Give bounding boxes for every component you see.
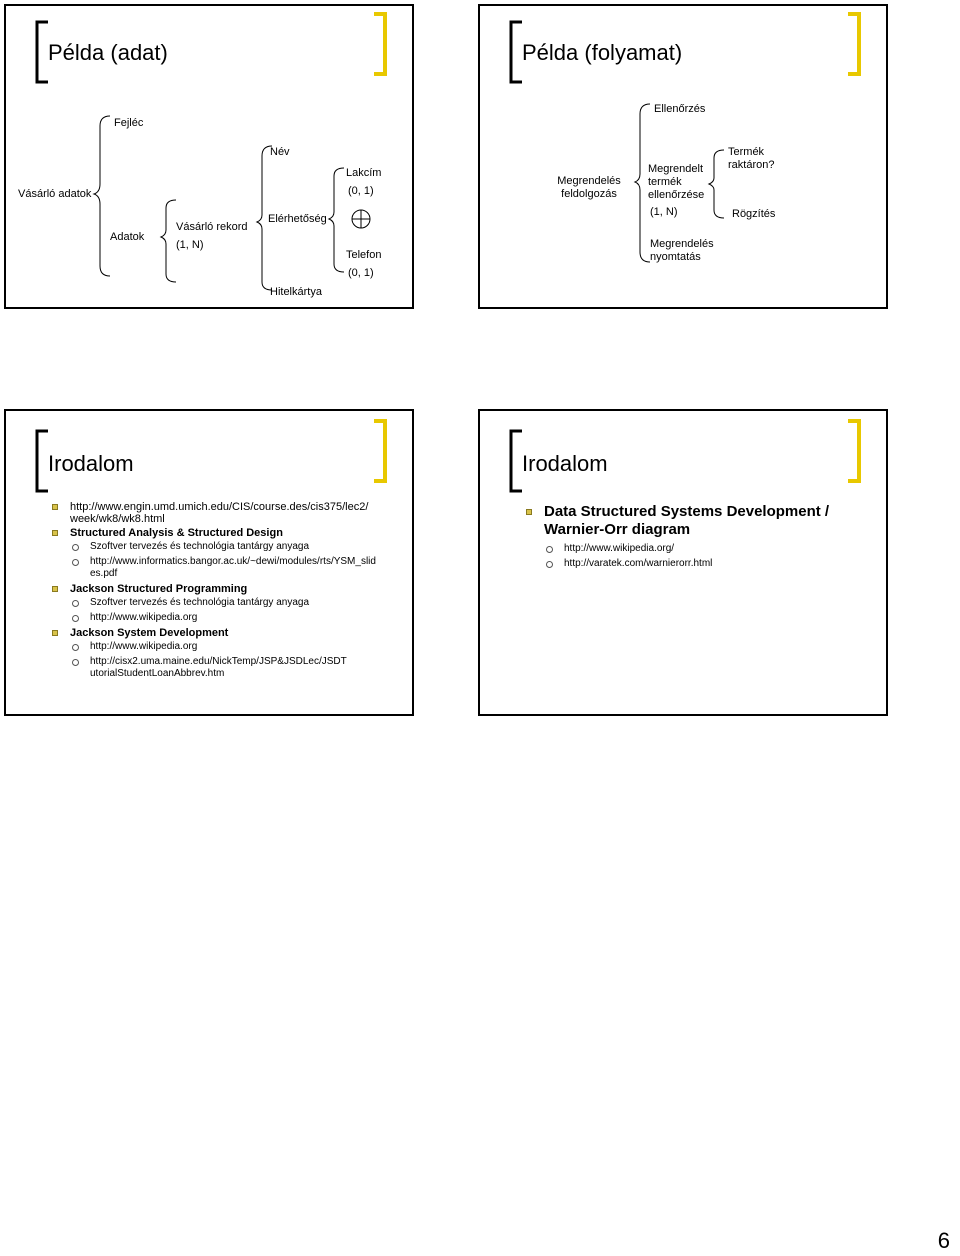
square-bullet-icon (52, 530, 58, 536)
right-bracket-icon (372, 419, 388, 483)
slide-title: Példa (adat) (48, 40, 168, 65)
label-cardinality: (0, 1) (348, 267, 374, 279)
circle-bullet-icon (72, 659, 79, 666)
slide-title: Irodalom (522, 451, 608, 476)
list-item-text: http://www.informatics.bangor.ac.uk/~dewi/modules/rts/YSM_slid es.pdf (90, 556, 376, 579)
sub-list-item (50, 641, 400, 653)
circle-bullet-icon (72, 615, 79, 622)
list-item-text: http://varatek.com/warnierorr.html (564, 558, 713, 569)
label-ellenorzes: Ellenőrzés (654, 103, 706, 115)
label-feldolgozas: Megrendelés feldolgozás (557, 175, 621, 200)
list-item-text: Szoftver tervezés és technológia tantárgy anyaga (90, 541, 310, 552)
list-item-text: Jackson System Development (70, 627, 229, 639)
reference-list (50, 501, 400, 683)
sub-list-item (50, 612, 400, 624)
sub-list-item (50, 541, 400, 553)
slide-title: Példa (folyamat) (522, 40, 683, 65)
label-lakcim: Lakcím (346, 167, 382, 179)
list-item (50, 527, 400, 539)
slide-pelda-folyamat (478, 4, 888, 309)
warnier-orr-braces (6, 6, 414, 309)
sub-list-item (50, 556, 400, 580)
label-telefon: Telefon (346, 249, 382, 261)
label-rogzites: Rögzítés (732, 208, 776, 220)
circle-bullet-icon (72, 544, 79, 551)
square-bullet-icon (52, 504, 58, 510)
circle-bullet-icon (72, 559, 79, 566)
right-bracket-icon (846, 419, 862, 483)
list-item-text: Data Structured Systems Development / Warnier-Orr diagram (544, 503, 830, 538)
list-item-text: http://www.wikipedia.org (90, 641, 198, 652)
label-nyomtatas: Megrendelés nyomtatás (650, 238, 714, 263)
label-cardinality: (1, N) (176, 239, 204, 251)
label-termek-ellenorzese: Megrendelt termék ellenőrzése (648, 163, 705, 201)
square-bullet-icon (52, 586, 58, 592)
list-item-text: Structured Analysis & Structured Design (70, 527, 283, 539)
slide-irodalom-1 (4, 409, 414, 716)
page-number: 6 (937, 1228, 950, 1253)
label-hitelkartya: Hitelkártya (270, 286, 322, 298)
label-vasarlo-adatok: Vásárló adatok (18, 188, 92, 200)
slide-pelda-adat (4, 4, 414, 309)
slide-title: Irodalom (48, 451, 134, 476)
list-item-text: Jackson Structured Programming (70, 583, 248, 595)
reference-list (524, 503, 874, 573)
slide-irodalom-2 (478, 409, 888, 716)
list-item-text: http://www.engin.umd.umich.edu/CIS/course.des/cis375/lec2/ week/wk8/wk8.html (70, 501, 369, 525)
sub-list-item (524, 558, 874, 570)
circle-bullet-icon (72, 600, 79, 607)
label-cardinality: (0, 1) (348, 185, 374, 197)
list-item (50, 583, 400, 595)
label-elerhetoseg: Elérhetőség (268, 213, 327, 225)
label-fejlec: Fejléc (114, 117, 144, 129)
list-item-text: Szoftver tervezés és technológia tantárgy anyaga (90, 597, 310, 608)
circle-bullet-icon (546, 546, 553, 553)
circle-bullet-icon (546, 561, 553, 568)
list-item-text: http://cisx2.uma.maine.edu/NickTemp/JSP&JSDLec/JSDT utorialStudentLoanAbbrev.htm (90, 656, 347, 679)
sub-list-item (50, 656, 400, 680)
label-adatok: Adatok (110, 231, 145, 243)
label-vasarlo-rekord: Vásárló rekord (176, 221, 248, 233)
list-item (50, 501, 400, 525)
square-bullet-icon (526, 509, 532, 515)
sub-list-item (50, 597, 400, 609)
label-nev: Név (270, 146, 290, 158)
sub-list-item (524, 543, 874, 555)
circle-bullet-icon (72, 644, 79, 651)
square-bullet-icon (52, 630, 58, 636)
label-cardinality: (1, N) (650, 206, 678, 218)
exclusive-or-icon (352, 210, 370, 228)
list-item-text: http://www.wikipedia.org/ (564, 543, 675, 554)
label-raktaron: Termék raktáron? (728, 146, 775, 171)
list-item (50, 627, 400, 639)
list-item-text: http://www.wikipedia.org (90, 612, 198, 623)
list-item (524, 503, 874, 539)
